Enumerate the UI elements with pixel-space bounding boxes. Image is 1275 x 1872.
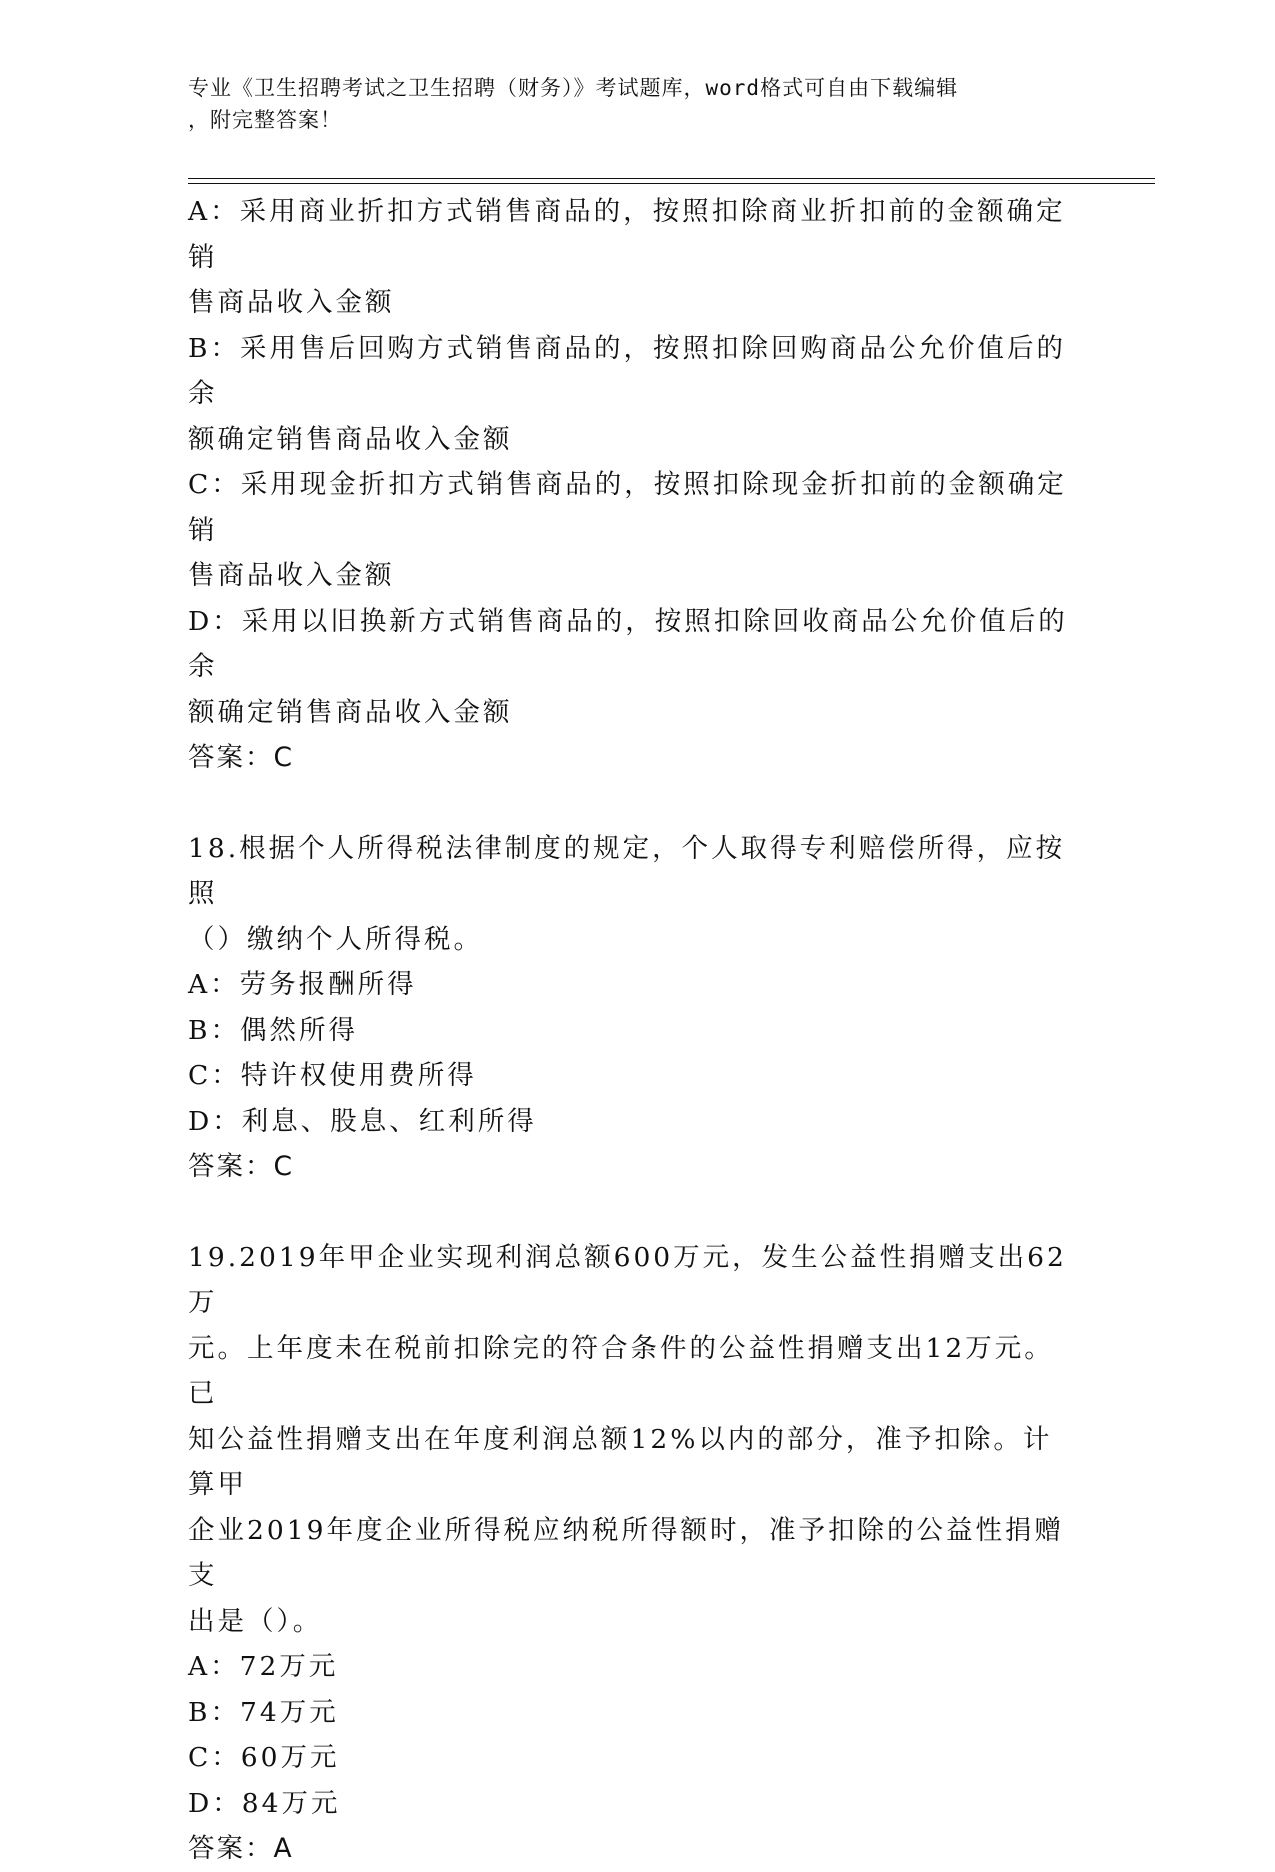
question-stem-line-3: 知公益性捐赠支出在年度利润总额12%以内的部分，准予扣除。计算甲 <box>188 1423 1053 1500</box>
option-b: B：偶然所得 <box>188 1014 358 1046</box>
option-c: C：60万元 <box>188 1742 340 1773</box>
question-18 <box>188 826 1078 1190</box>
header-line-1: 专业《卫生招聘考试之卫生招聘（财务）》考试题库，word格式可自由下载编辑 <box>188 76 959 100</box>
question-stem-line-1: 19.2019年甲企业实现利润总额600万元，发生公益性捐赠支出62万 <box>188 1241 1067 1318</box>
option-a: A：72万元 <box>188 1651 339 1682</box>
question-stem-line-2: 元。上年度未在税前扣除完的符合条件的公益性捐赠支出12万元。已 <box>188 1332 1054 1409</box>
option-b-line-2: 额确定销售商品收入金额 <box>188 423 513 455</box>
answer-19: 答案：A <box>188 1833 294 1864</box>
answer-18: 答案：C <box>188 1151 295 1182</box>
option-d-line-1: D：采用以旧换新方式销售商品的，按照扣除回收商品公允价值后的余 <box>188 605 1068 682</box>
option-d: D：84万元 <box>188 1787 341 1819</box>
option-b: B：74万元 <box>188 1696 339 1728</box>
option-c-line-1: C：采用现金折扣方式销售商品的，按照扣除现金折扣前的金额确定销 <box>188 469 1067 546</box>
question-stem-line-5: 出是（）。 <box>188 1605 323 1637</box>
answer-17: 答案：C <box>188 742 295 773</box>
option-d: D：利息、股息、红利所得 <box>188 1105 537 1137</box>
question-stem-line-1: 18.根据个人所得税法律制度的规定，个人取得专利赔偿所得，应按照 <box>188 832 1066 909</box>
document-header <box>188 72 1068 136</box>
option-c: C：特许权使用费所得 <box>188 1060 477 1091</box>
header-divider-bottom <box>188 183 1155 184</box>
option-d-line-2: 额确定销售商品收入金额 <box>188 696 513 728</box>
question-content <box>188 189 1078 1872</box>
question-17 <box>188 189 1078 781</box>
spacer <box>188 1190 1078 1235</box>
question-stem-line-4: 企业2019年度企业所得税应纳税所得额时，准予扣除的公益性捐赠支 <box>188 1514 1064 1591</box>
question-stem-line-2: （）缴纳个人所得税。 <box>188 923 483 955</box>
header-divider-top <box>188 178 1155 179</box>
option-b-line-1: B：采用售后回购方式销售商品的，按照扣除回购商品公允价值后的余 <box>188 332 1066 409</box>
spacer <box>188 781 1078 826</box>
option-a-line-1: A：采用商业折扣方式销售商品的，按照扣除商业折扣前的金额确定销 <box>188 196 1066 273</box>
header-line-2: ，附完整答案！ <box>188 108 342 132</box>
option-a: A：劳务报酬所得 <box>188 969 417 1000</box>
option-a-line-2: 售商品收入金额 <box>188 287 395 318</box>
question-19 <box>188 1235 1078 1872</box>
option-c-line-2: 售商品收入金额 <box>188 560 395 591</box>
